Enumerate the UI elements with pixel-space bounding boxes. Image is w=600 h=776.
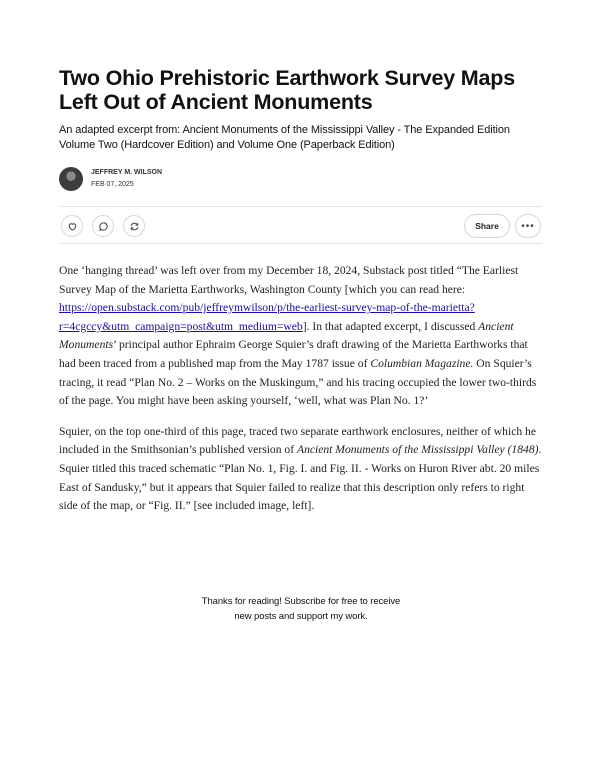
restack-icon <box>129 221 140 232</box>
author-avatar[interactable] <box>59 167 83 191</box>
paragraph-2: Squier, on the top one-third of this page, traced two separate earthwork enclosures, neither of which he included in the Smithsonian’s published version of Ancient Monuments of the Mississippi Valley (1848). Squier titled this traced schematic “Plan No. 1, Fig. I. and Fig. II. - Works on Huron River abt. 20 miles East of Sandusky,” but it appears that Squier failed to realize that this description only refers to right side of the map, or “Fig. II.” [see included image, left]. <box>59 424 542 513</box>
post-header <box>59 66 543 191</box>
like-button[interactable] <box>61 215 83 237</box>
author-name[interactable]: JEFFREY M. WILSON <box>91 169 163 176</box>
post-subtitle: An adapted excerpt from: Ancient Monuments of the Mississippi Valley - The Expanded Edition Volume Two (Hardcover Edition) and Volume One (Paperback Edition) <box>59 124 510 151</box>
restack-button[interactable] <box>123 215 145 237</box>
share-button[interactable]: Share <box>464 214 510 238</box>
subscribe-callout-line-1: Thanks for reading! Subscribe for free to receive <box>201 596 401 607</box>
paragraph-1: One ‘hanging thread’ was left over from my December 18, 2024, Substack post titled “The Earliest Survey Map of the Marietta Earthworks, Washington County [which you can read here: https://open.substack.com/pub/jeffreymwilson/p/the-earliest-survey-map-of-the-marietta?r=4cgccy&utm_campaign=post&utm_medium=web]. In that adapted excerpt, I discussed Ancient Monuments’ principal author Ephraim George Squier’s draft drawing of the Marietta Earthworks that had been traced from a published map from the May 1787 issue of Columbian Magazine. On Squier’s tracing, it read “Plan No. 2 – Works on the Muskingum,” and his tracing occupied the lower two-thirds of the page. You might have been asking yourself, ‘well, what was Plan No. 1?’ <box>59 264 537 408</box>
byline <box>59 167 543 191</box>
subscribe-callout <box>59 594 543 624</box>
more-options-button[interactable]: ••• <box>515 214 541 238</box>
post-link[interactable]: https://open.substack.com/pub/jeffreymwilson/p/the-earliest-survey-map-of-the-marietta?r=4cgccy&utm_campaign=post&utm_medium=web <box>59 301 475 333</box>
heart-icon <box>67 221 78 232</box>
byline-meta <box>91 168 162 190</box>
post-body <box>59 262 543 528</box>
post-date: FEB 07, 2025 <box>91 181 134 188</box>
comment-icon <box>98 221 109 232</box>
post-title: Two Ohio Prehistoric Earthwork Survey Maps Left Out of Ancient Monuments <box>59 66 515 114</box>
comment-button[interactable] <box>92 215 114 237</box>
subscribe-callout-line-2: new posts and support my work. <box>234 611 368 622</box>
action-bar <box>59 206 542 244</box>
